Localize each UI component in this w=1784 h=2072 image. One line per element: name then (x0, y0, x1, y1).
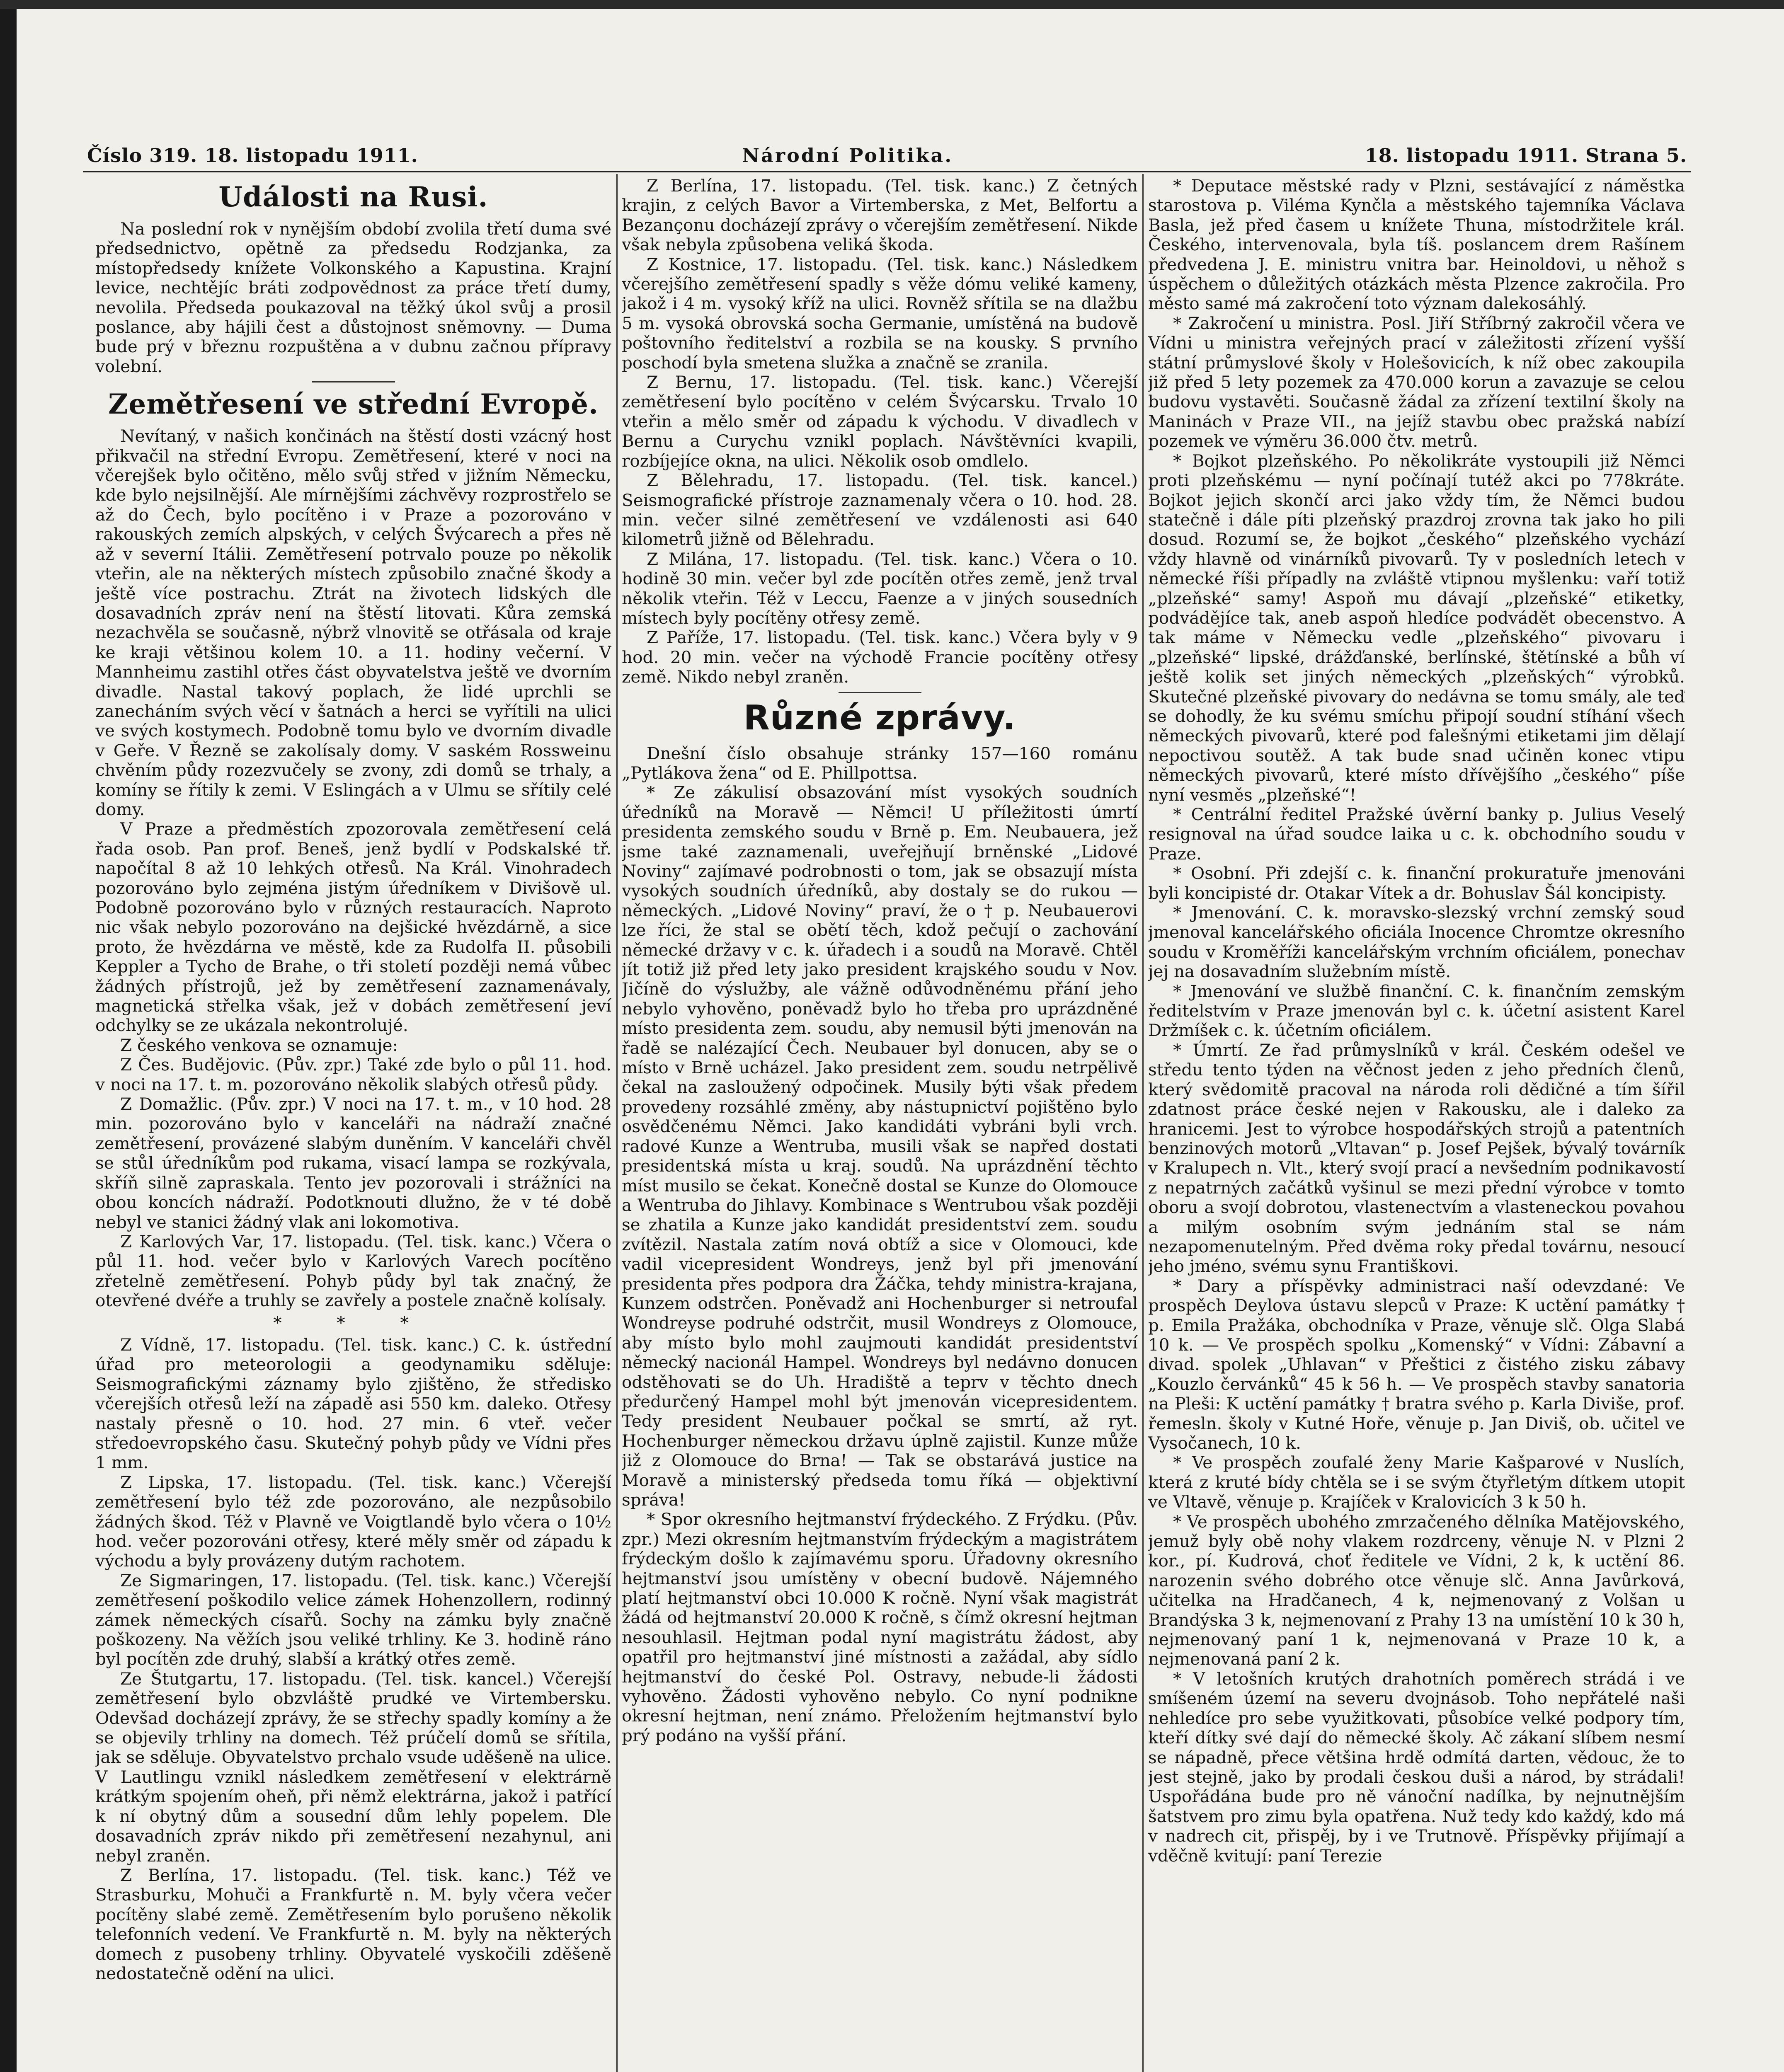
article-paragraph: Z Lipska, 17. listopadu. (Tel. tisk. kanc.) Včerejší zemětřesení bylo též zde pozorováno, ale nezpůsobilo žádných škod. Též v Plavně ve Voigtlandě bylo včera o 10½ hod. večer pozorováni otřesy, které měly směr od západu k východu a byly provázeny dutým rachotem. (95, 1472, 611, 1571)
article-paragraph: Z Paříže, 17. listopadu. (Tel. tisk. kanc.) Včera byly v 9 hod. 20 min. večer na východě Francie pocítěny otřesy země. Nikdo nebyl zraněn. (622, 627, 1138, 687)
header-issue: Číslo 319. 18. listopadu 1911. (87, 144, 418, 167)
article-paragraph: * Osobní. Při zdejší c. k. finanční prokuratuře jmenováni byli koncipisté dr. Otakar Vítek a dr. Bohuslav Šál koncipisty. (1148, 863, 1685, 903)
article-paragraph: Ze Sigmaringen, 17. listopadu. (Tel. tisk. kanc.) Včerejší zemětřesení poškodilo velice zámek Hohenzollern, rodinný zámek německých císařů. Sochy na zámku byly značně poškozeny. Na věžích jsou veliké trhliny. Ke 3. hodině ráno byl pocítěn zde druhý, slabší a krátký otřes země. (95, 1570, 611, 1669)
page-header (87, 144, 1687, 173)
header-masthead: Národní Politika. (742, 144, 953, 167)
article-paragraph: Z Berlína, 17. listopadu. (Tel. tisk. kanc.) Též ve Strasburku, Mohuči a Frankfurtě n. M. byly včera večer pocítěny slabé země. Zemětřesením bylo porušeno několik telefonních vedení. Ve Frankfurtě n. M. byly na některých domech z pusobeny trhliny. Obyvatelé vyskočili zděšeně nedostatečně odění na ulici. (95, 1865, 611, 1983)
article-paragraph: * Spor okresního hejtmanství frýdeckého. Z Frýdku. (Pův. zpr.) Mezi okresním hejtmanstvím frýdeckým a magistrátem frýdeckým došlo k zajímavému sporu. Úřadovny okresního hejtmanství jsou umístěny v obecní budově. Nájemného platí hejtmanství obci 10.000 K ročně. Nyní však magistrát žádá od hejtmanství 20.000 K ročně, s čímž okresní hejtman nesouhlasil. Hejtman podal nyní magistrátu žádost, aby opatřil pro hejtmanství jiné místnosti a zažádal, aby sídlo hejtmanství do české Pol. Ostravy, nebude-li žádosti vyhověno. Žádosti vyhověno nebylo. Co nyní podnikne okresní hejtman, není známo. Přeložením hejtmanství bylo prý podáno na vyšší přání. (622, 1509, 1138, 1745)
article-paragraph: Z Domažlic. (Pův. zpr.) V noci na 17. t. m., v 10 hod. 28 min. pozorováno bylo v kanceláři na nádraží značné zemětřesení, provázené slabým duněním. V kanceláři chvěl se stůl úředníkům pod rukama, visací lampa se rozkývala, skříň silně zapraskala. Tento jev pozorovali i strážníci na obou koncích nádraží. Podotknouti dlužno, že v té době nebyl ve stanici žádný vlak ani lokomotiva. (95, 1094, 611, 1232)
section-heading: Různé zprávy. (743, 698, 1016, 738)
column-3 (1148, 176, 1685, 2072)
column-1 (95, 176, 611, 2072)
article-paragraph: Z Karlových Var, 17. listopadu. (Tel. tisk. kanc.) Včera o půl 11. hod. večer bylo v Karlových Varech pocítěno zřetelně zemětřesení. Pohyb půdy byl tak značný, že otevřené dvéře a truhly se zavřely a postele značně kolísaly. (95, 1231, 611, 1311)
article-paragraph: * Jmenování. C. k. moravsko-slezský vrchní zemský soud jmenoval kancelářského oficiála Inocence Chromtze okresního soudu v Kroměříži kancelářským vrchním oficiálem, ponechav jej na dosavadním služebním místě. (1148, 903, 1685, 982)
article-paragraph: Z Bernu, 17. listopadu. (Tel. tisk. kanc.) Včerejší zemětřesení bylo pocítěno v celém Švýcarsku. Trvalo 10 vteřin a mělo směr od západu k východu. V divadlech v Bernu a Curychu vznikl poplach. Návštěvníci kvapili, rozbíjejíce okna, na ulici. Několik osob omdlelo. (622, 372, 1138, 471)
article-paragraph: Z Bělehradu, 17. listopadu. (Tel. tisk. kancel.) Seismografické přístroje zaznamenaly včera o 10. hod. 28. min. večer silné zemětřesení ve vzdálenosti asi 640 kilometrů jižně od Bělehradu. (622, 470, 1138, 549)
article-paragraph: Z Milána, 17. listopadu. (Tel. tisk. kanc.) Včera o 10. hodině 30 min. večer byl zde pocítěn otřes země, jenž trval několik vteřin. Též v Leccu, Faenze a v jiných sousedních místech byly pocítěny otřesy země. (622, 549, 1138, 628)
column-rule (616, 174, 618, 2072)
header-date-page: 18. listopadu 1911. Strana 5. (1365, 144, 1687, 167)
article-paragraph: * Ze zákulisí obsazování míst vysokých soudních úředníků na Moravě — Němci! U příležitosti úmrtí presidenta zemského soudu v Brně p. Em. Neubauera, jež jsme také zaznamenali, uveřejňují brněnské „Lidové Noviny“ zajímavé podrobnosti o tom, jak se obsazují místa vysokých soudních úředníků, aby dostaly se do rukou — německých. „Lidové Noviny“ praví, že o † p. Neubauerovi lze říci, že stal se obětí těch, kdož pečují o zachování německé državy v c. k. úřadech i a soudů na Moravě. Chtěl jít totiž již před lety jako president krajského soudu v Nov. Jičíně do výslužby, ale vážně odůvodněnému přání jeho nebylo vyhověno, poněvadž bylo ho třeba pro uprázdněné místo presidenta zem. soudu, aby nemusil býti jmenován na řadě se nalézající Čech. Neubauer byl donucen, aby se o místo v Brně ucházel. Jako president zem. soudu netrpělivě čekal na zasloužený odpočinek. Musily býti však předem provedeny rozsáhlé změny, aby nástupnictví pojištěno bylo osvědčenému Němci. Jako kandidáti vybráni byli vrch. radové Kunze a Wentruba, musili však se napřed dostati presidentská místa u kraj. soudů. Na uprázdnění těchto míst musilo se čekat. Konečně dostal se Kunze do Olomouce a Wentruba do Jihlavy. Kombinace s Wentrubou však později se zhatila a Kunze jako kandidát presidentství zem. soudu zvítězil. Nastala zatím nová obtíž a sice v Olomouci, kde vadil vicepresident Wondreys, jenž byl při jmenování presidenta přes podpora dra Žáčka, tehdy ministra-krajana, Kunzem odstrčen. Poněvadž ani Hochenburger si netroufal Wondreyse podruhé odstrčit, musil Wondreys z Olomouce, aby místo bylo mohl zaujmouti kandidát presidentství německý nacionál Hampel. Wondreys byl nedávno donucen odstěhovati se do Uh. Hradiště a teprv v těchto dnech předurčený Hampel mohl být jmenován vicepresidentem. Tedy president Neubauer počkal se smrtí, až ryt. Hochenburger německou državu úplně zajistil. Kunze může již z Olomouce do Brna! — Tak se obstarává justice na Moravě a ministerský předseda tomu říká — objektivní správa! (622, 782, 1138, 1510)
article-paragraph: V Praze a předměstích zpozorovala zemětřesení celá řada osob. Pan prof. Beneš, jenž bydlí v Podskalské tř. napočítal 8 až 10 lehkých otřesů. Na Král. Vinohradech pozorováno bylo zejména jistým úředníkem v Divišově ul. Podobně pozorováno bylo v různých restauracích. Naproto nic však nebylo pozorováno na dejšické hvězdárně, a sice proto, že hvězdárna ve městě, kde za Rudolfa II. působili Keppler a Tycho de Brahe, o tři století později nemá vůbec žádných přístrojů, jež by zemětřesení zaznamenávaly, magnetická střelka však, jež v dobách zemětřesení jeví odchylky se ze ukázala nekontrolujé. (95, 819, 611, 1036)
article-paragraph: Dnešní číslo obsahuje stránky 157—160 románu „Pytlákova žena“ od E. Phillpottsa. (622, 743, 1138, 783)
article-heading: Události na Rusi. (218, 181, 488, 213)
article-paragraph: Z českého venkova se oznamuje: (120, 1035, 398, 1055)
article-paragraph: * Ve prospěch zoufalé ženy Marie Kašparové v Nuslích, která z kruté bídy chtěla se i se svým čtyřletým dítkem utopit ve Vltavě, věnuje p. Krajíček v Kralovicích 3 k 50 h. (1148, 1452, 1685, 1512)
article-paragraph: * Ve prospěch ubohého zmrzačeného dělníka Matějovského, jemuž byly obě nohy vlakem rozdrceny, věnuje N. v Plzni 2 kor., pí. Kudrová, choť ředitele ve Vídni, 2 k, k uctění 86. narozenin svého dobrého otce věnuje slč. Anna Javůrková, učitelka na Hradčanech, 4 k, nejmenovaný z Volšan u Brandýska 3 k, nejmenovaní z Prahy 13 na umístění 10 k 30 h, nejmenovaný paní 1 k, nejmenovaná v Praze 10 k, a nejmenovaná paní 2 k. (1148, 1511, 1685, 1669)
article-paragraph: * Centrální ředitel Pražské úvěrní banky p. Julius Veselý resignoval na úřad soudce laika u c. k. obchodního soudu v Praze. (1148, 804, 1685, 864)
scan-edge-top (0, 0, 1784, 9)
column-2 (622, 176, 1138, 2072)
header-rule (83, 171, 1691, 172)
article-paragraph: Z Berlína, 17. listopadu. (Tel. tisk. kanc.) Z četných krajin, z celých Bavor a Virtemberska, z Met, Belfortu a Bezançonu docházejí zprávy o včerejším zemětřesení. Nikde však nebyla způsobena veliká škoda. (622, 176, 1138, 255)
article-paragraph: Ze Štutgartu, 17. listopadu. (Tel. tisk. kancel.) Včerejší zemětřesení bylo obzvláště prudké ve Virtembersku. Odevšad docházejí zprávy, že se střechy spadly komíny a že se objevily trhliny na domech. Též prúčelí domů se sřítila, jak se sděluje. Obyvatelstvo prchalo vsude uděšeně na ulice. V Lautlingu vznikl následkem zemětřesení v elektrárně krátkým spojením oheň, při němž elektrárna, jakož i patřící k ní obytný dům a sousední dům lehly popelem. Dle dosavadních zpráv nikdo při zemětřesení nezahynul, ani nebyl zraněn. (95, 1668, 611, 1866)
article-paragraph: Nevítaný, v našich končinách na štěstí dosti vzácný host přikvačil na střední Evropu. Zemětřesení, které v noci na včerejšek bylo očitěno, mělo svůj střed v jižním Německu, kde bylo nejsilnější. Ale mírnějšími záchvěvy rozprostřelo se až do Čech, bylo pocítěno i v Praze a pozorováno v rakouských zemích alpských, v celých Švýcarech a přes ně až v severní Itálii. Zemětřesení potrvalo pouze po několik vteřin, ale na některých místech způsobilo značné škody a ještě více postrachu. Ztrát na životech lidských dle dosavadních zpráv není na štěstí litovati. Kůra zemská nezachvěla se současně, nýbrž vlnovitě se otřásala od kraje ke kraji většinou kolem 10. a 11. hodiny večerní. V Mannheimu zastihl otřes část obyvatelstva ještě ve dvorním divadle. Nastal takový poplach, že lidé uprchli se zanecháním svých věcí v šatnách a herci se vyřítili na ulici ve svých kostymech. Podobně tomu bylo ve dvorním divadle v Geře. V Řezně se zakolísaly domy. V saském Rossweinu chvěním půdy rozezvučely se zvony, zdi domů se trhaly, a komíny se řítily k zemi. V Eslingách a v Ulmu se sřítily celé domy. (95, 426, 611, 819)
article-paragraph: Z Kostnice, 17. listopadu. (Tel. tisk. kanc.) Následkem včerejšího zemětřesení spadly s věže dómu veliké kameny, jakož i 4 m. vysoký kříž na ulici. Rovněž sřítila se na dlažbu 5 m. vysoká obrovská socha Germanie, umístěná na budově poštovního ředitelství a rozbila se na kousky. S prvního poschodí byla smetena služka a značně se zranila. (622, 254, 1138, 373)
scan-edge-left (0, 0, 17, 2072)
article-paragraph: * Jmenování ve službě finanční. C. k. finančním zemským ředitelstvím v Praze jmenován byl c. k. účetní asistent Karel Držmíšek c. k. účetním oficiálem. (1148, 981, 1685, 1041)
article-paragraph: * Bojkot plzeňského. Po několikráte vystoupili již Němci proti plzeňskému — nyní počínají tutéž akci po 778kráte. Bojkot jejich skončí arci jako vždy tím, že Němci budou statečně i dále píti plzeňský prazdroj zrovna tak jako ho pili dosud. Rozumí se, že bojkot „českého“ plzeňského vychází vždy hlavně od vinárníků pivovarů. Ty v posledních letech v německé říši případly na zvláště vtipnou myšlenku: vaří totiž „plzeňské“ samy! Aspoň mu dávají „plzeňské“ etiketky, podvádějíce tak, aneb aspoň hledíce podvádět obecenstvo. A tak máme v Německu vedle „plzeňského“ pivovaru i „plzeňské“ lipské, drážďanské, berlínské, štětínské a bůh ví ještě kolik set jiných německých „plzeňských“ výrobků. Skutečné plzeňské pivovary do nedávna se tomu smály, ale teď se dohodly, že ku svému smíchu připojí soudní stíhání všech německých pivovarů, které pod falešnými etiketami jim dělají nepoctivou soutěž. A tak bude snad učiněn konec vtipu německých pivovarů, které místo dřívějšího „českého“ píše nyní vesměs „plzeňské“! (1148, 450, 1685, 805)
article-paragraph: * Úmrtí. Ze řad průmyslníků v král. Českém odešel ve středu tento týden na věčnost jeden z jeho předních členů, který svědomitě pracoval na národa roli dědičné a tím šířil zdatnost práce české nejen v Rakousku, ale i daleko za hranicemi. Jest to výrobce hospodářských strojů a patentních benzinových motorů „Vltavan“ p. Josef Pejšek, bývalý továrník v Kralupech n. Vlt., který svojí prací a nevšedním podnikavostí z nepatrných začátků vyšinul se mezi přední výrobce v tomto oboru a svojí dobrotou, vlastenectvím a vlasteneckou povahou a milým osobním svým jednáním stal se nám nezapomenutelným. Před dvěma roky předal továrnu, nesoucí jeho jméno, svému synu Františkovi. (1148, 1040, 1685, 1276)
article-paragraph: * Deputace městské rady v Plzni, sestávající z náměstka starostova p. Viléma Kynčla a městského tajemníka Václava Basla, jež před časem u knížete Thuna, místodržitele král. Českého, intervenovala, byla tíš. poslancem drem Rašínem předvedena J. E. ministru vnitra bar. Heinoldovi, u něhož s úspěchem o důležitých otázkách města Plzence zakročila. Pro město samé má zakročení toto význam dalekosáhlý. (1148, 176, 1685, 314)
article-paragraph: Na poslední rok v nynějším období zvolila třetí duma své předsednictvo, opětně za předsedu Rodzjanka, za místopředsedy knížete Volkonského a Kapustina. Krajní levice, nechtějíc bráti zodpovědnost za práce třetí dumy, nevolila. Předseda poukazoval na těžký úkol svůj a prosil poslance, aby hájili čest a důstojnost sněmovny. — Duma bude prý v březnu rozpuštěna a v dubnu začnou přípravy volební. (95, 219, 611, 376)
divider (312, 381, 395, 382)
article-paragraph: Z Vídně, 17. listopadu. (Tel. tisk. kanc.) C. k. ústřední úřad pro meteorologii a geodynamiku sděluje: Seismografickými záznamy bylo zjištěno, že středisko včerejších otřesů leží na západě asi 550 km. daleko. Otřesy nastaly přesně o 10. hod. 27 min. 6 vteř. večer středoevropského času. Skutečný pohyb půdy ve Vídni přes 1 mm. (95, 1334, 611, 1473)
article-heading: Zemětřesení ve střední Evropě. (108, 388, 599, 421)
article-paragraph: * Dary a příspěvky administraci naší odevzdané: Ve prospěch Deylova ústavu slepců v Praze: K uctění památky † p. Emila Pražáka, obchodníka v Praze, věnuje slč. Olga Slabá 10 k. — Ve prospěch spolku „Komenský“ v Vídni: Zábavní a divad. spolek „Uhlavan“ v Přeštici z čistého zisku zábavy „Kouzlo červánků“ 45 k 56 h. — Ve prospěch stavby sanatoria na Pleši: K uctění památky † bratra svého p. Karla Diviše, prof. řemesln. školy v Kutné Hoře, věnuje p. Jan Diviš, ob. učitel ve Vysočanech, 10 k. (1148, 1276, 1685, 1453)
divider (839, 692, 921, 693)
article-paragraph: Z Čes. Budějovic. (Pův. zpr.) Také zde bylo o půl 11. hod. v noci na 17. t. m. pozorováno několik slabých otřesů půdy. (95, 1055, 611, 1094)
column-rule (1142, 174, 1144, 2072)
article-paragraph: * V letošních krutých drahotních poměrech strádá i ve smíšeném území na severu dvojnásob. Toho nepřátelé naši nehledíce pro sebe využitkovati, působíce velké podpory tím, kteří dítky své dají do německé školy. Ač zákaní slíbem nesmí se nápadně, přece většina hrdě odmítá darten, vědouc, že to jest stejně, jako by prodali českou duši a národ, by strádali! Uspořádána bude pro ně vánoční nadílka, by nejnutnějším šatstvem pro zimu byla opatřena. Nuž tedy kdo každý, kdo má v nadrech cit, přispěj, by i ve Trutnově. Příspěvky přijímají a vděčně kvitují: paní Terezie (1148, 1668, 1685, 1866)
article-paragraph: * Zakročení u ministra. Posl. Jiří Stříbrný zakročil včera ve Vídni u ministra veřejných prací v záležitosti zřízení vyšší státní průmyslové školy v Holešovicích, k níž obec zakoupila již před 5 lety pozemek za 470.000 korun a zavazuje se celou budovu vystavěti. Současně žádal za zřízení textilní školy na Maninách v Praze VII., na jejíž stavbu obec pražská nabízí pozemek ve výměru 36.000 čtv. metrů. (1148, 313, 1685, 451)
section-stars: * * * (273, 1312, 434, 1333)
